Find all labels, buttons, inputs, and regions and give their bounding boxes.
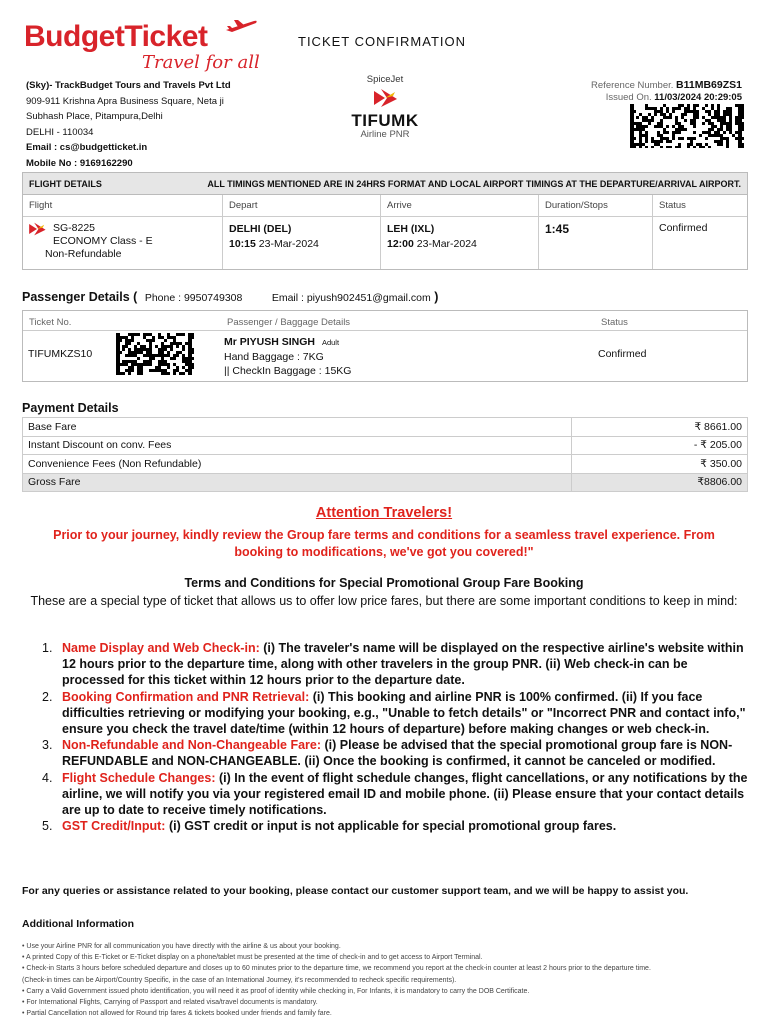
payment-label: Base Fare: [23, 418, 572, 437]
additional-info-title: Additional Information: [22, 918, 134, 930]
note-item: (Check-in times can be Airport/Country Specific, in the case of an International Journey, it's recommended to recheck specific requirements).: [22, 976, 457, 984]
checkin-baggage: || CheckIn Baggage : 15KG: [224, 365, 352, 377]
budgetticket-logo: [24, 18, 264, 78]
payment-amount: ₹ 8661.00: [572, 418, 748, 437]
issued-label: Issued On.: [605, 92, 652, 103]
reference-number: B11MB69ZS1: [676, 79, 742, 91]
ticket-number: TIFUMKZS10: [28, 348, 93, 360]
support-contact-note: For any queries or assistance related to your booking, please contact our customer support team, and we will be happy to assist you.: [22, 885, 689, 897]
arrive-cell: [381, 217, 539, 269]
arrive-time: 12:00: [387, 238, 414, 250]
terms-item-text: (i) This booking and airline PNR is 100% confirmed. (ii) If you face difficulties retrieving or modifying your booking, e.g., "Unable to fetch details" or "Incorrect PNR and contact info," ensure you check the travel date/time (within 12 hours of departure) before making changes or web check-in.: [62, 689, 746, 737]
col-passenger: Passenger / Baggage Details: [227, 317, 351, 328]
terms-item: [42, 818, 750, 834]
payment-label: Convenience Fees (Non Refundable): [23, 455, 572, 474]
terms-intro: These are a special type of ticket that allows us to offer low price fares, but there are some important conditions to keep in mind:: [30, 594, 738, 608]
terms-item-text: (i) GST credit or input is not applicable for special promotional group fares.: [165, 819, 617, 834]
terms-item-heading: Name Display and Web Check-in:: [62, 641, 260, 655]
terms-item-number: 1.: [42, 641, 53, 655]
reference-block: [591, 79, 742, 104]
passenger-type: Adult: [321, 338, 340, 347]
company-address-line1: 909-911 Krishna Apra Business Square, Neta ji: [26, 95, 224, 107]
gross-fare-amount: ₹8806.00: [572, 473, 748, 492]
company-email[interactable]: Email : cs@budgetticket.in: [26, 142, 148, 153]
passenger-info: [224, 335, 351, 378]
note-item: • Use your Airline PNR for all communication you have directly with the airline & us about your booking.: [22, 943, 341, 950]
logo-wordmark: BudgetTicket: [24, 20, 208, 53]
depart-time: 10:15: [229, 238, 256, 250]
terms-item: [42, 737, 750, 769]
company-address-line3: DELHI - 110034: [26, 126, 94, 138]
airline-block: [330, 74, 440, 140]
passenger-details-title: [22, 290, 438, 304]
depart-city: DELHI (DEL): [229, 223, 292, 235]
attention-title: Attention Travelers!: [315, 505, 453, 521]
flight-number: SG-8225: [53, 222, 96, 234]
flight-cell: [23, 217, 223, 269]
terms-item-number: 4.: [42, 770, 53, 785]
airplane-icon: [224, 18, 258, 34]
col-depart: Depart: [223, 195, 381, 216]
payment-amount: ₹ 350.00: [572, 455, 748, 474]
flight-details-table: [22, 172, 748, 270]
company-name: (Sky)- TrackBudget Tours and Travels Pvt Ltd: [26, 80, 231, 91]
reference-label: Reference Number.: [591, 80, 674, 91]
logo-tagline: Travel for all: [142, 52, 260, 73]
terms-item-heading: Non-Refundable and Non-Changeable Fare:: [62, 738, 322, 753]
terms-item-number: 3.: [42, 738, 53, 753]
gross-fare-label: Gross Fare: [23, 473, 572, 492]
spicejet-logo-icon: [27, 221, 47, 237]
passenger-title-text: Passenger Details (: [22, 290, 138, 304]
arrive-date: 23-Mar-2024: [416, 238, 477, 250]
payment-table: [22, 417, 748, 492]
terms-item-heading: Booking Confirmation and PNR Retrieval:: [62, 689, 310, 704]
terms-item-text: (i) In the event of flight schedule changes, flight cancellations, or any notifications by the airline, we will notify you via your registered email ID and mobile phone. (ii) Please ensure that your contact details are up to date to receive timely notifications.: [62, 770, 748, 818]
payment-label: Instant Discount on conv. Fees: [23, 436, 572, 455]
airline-name: SpiceJet: [366, 74, 404, 85]
note-item: • Carry a Valid Government issued photo identification, you will need it as proof of identity while checking in, For Infants, it is mandatory to carry the DOB Certificate.: [22, 987, 530, 995]
flight-details-header: [23, 173, 747, 195]
col-pass-status: Status: [601, 317, 628, 328]
terms-title: Terms and Conditions for Special Promotional Group Fare Booking: [184, 576, 584, 590]
flight-details-title: FLIGHT DETAILS: [29, 178, 102, 189]
fare-type: Non-Refundable: [45, 248, 122, 260]
airline-pnr: TIFUMK: [351, 111, 419, 130]
col-status: Status: [659, 200, 686, 211]
timings-note: ALL TIMINGS MENTIONED ARE IN 24HRS FORMAT AND LOCAL AIRPORT TIMINGS AT THE DEPARTURE/ARRIVAL AIRPORT.: [207, 178, 741, 189]
passenger-email: Email : piyush902451@gmail.com: [271, 292, 431, 304]
company-info: [26, 78, 286, 171]
depart-cell: [223, 217, 381, 269]
flight-class: ECONOMY Class - E: [53, 235, 153, 247]
hand-baggage: Hand Baggage : 7KG: [224, 351, 324, 363]
terms-item: [42, 689, 750, 738]
flight-row: [23, 217, 747, 269]
terms-item-text: (i) The traveler's name will be displayed on the respective airline's website within 12 hours prior to the departure time, along with other travelers in the group PNR. (ii) Web check-in can be processed for this ticket within 12 hours prior to the departure date.: [62, 641, 744, 688]
arrive-city: LEH (IXL): [387, 223, 435, 235]
company-address-line2: Subhash Place, Pitampura,Delhi: [26, 111, 163, 122]
duration-cell: [539, 217, 653, 269]
flight-columns: [23, 195, 747, 217]
terms-item-number: 5.: [42, 819, 53, 834]
note-item: • A printed Copy of this E-Ticket or E-Ticket display on a phone/tablet must be presented at the time of check-in and to get access to Airport Terminal.: [22, 954, 483, 962]
col-arrive: Arrive: [381, 195, 539, 216]
depart-date: 23-Mar-2024: [258, 238, 319, 250]
payment-amount: - ₹ 205.00: [572, 436, 748, 455]
passenger-status: Confirmed: [598, 348, 647, 360]
status-cell: [653, 217, 747, 269]
note-item: • Partial Cancellation not allowed for Round trip fares & tickets booked under friends and family fare.: [22, 1010, 332, 1018]
col-flight: Flight: [23, 195, 223, 216]
payment-row: [23, 436, 748, 455]
company-mobile: Mobile No : 9169162290: [26, 157, 133, 169]
terms-item-text: (i) Please be advised that the special promotional group fare is NON-REFUNDABLE and NON-CHANGEABLE. (ii) Once the booking is confirmed, it cannot be canceled or modified.: [62, 738, 733, 769]
additional-info-notes: [22, 941, 752, 1019]
qr-code-icon: [116, 333, 194, 375]
passenger-columns: [23, 311, 747, 331]
terms-item: [42, 770, 750, 819]
flight-status: Confirmed: [659, 222, 708, 234]
document-title: TICKET CONFIRMATION: [298, 34, 467, 49]
payment-row: [23, 418, 748, 437]
col-duration: Duration/Stops: [539, 195, 653, 216]
terms-list: [42, 640, 750, 834]
attention-text: Prior to your journey, kindly review the Group fare terms and conditions for a seamless travel experience. From booking to modifications, we've got you covered!": [53, 528, 715, 559]
spicejet-logo-icon: [371, 87, 399, 109]
passenger-phone: Phone : 9950749308: [144, 292, 243, 304]
note-item: • Check-in Starts 3 hours before scheduled departure and closes up to 60 minutes prior to the departure time, we recommend you report at the check-in counter at least 2 hours prior to the departure time.: [22, 965, 651, 973]
gross-fare-row: [23, 473, 748, 492]
airline-pnr-label: Airline PNR: [360, 129, 410, 140]
payment-row: [23, 455, 748, 474]
payment-details-title: Payment Details: [22, 401, 119, 415]
duration: 1:45: [545, 222, 570, 236]
passenger-name: Mr PIYUSH SINGH: [224, 336, 316, 348]
issued-date: 11/03/2024 20:29:05: [654, 92, 742, 103]
terms-item-heading: GST Credit/Input:: [62, 819, 166, 834]
terms-item: [42, 640, 750, 689]
barcode-icon: [630, 104, 744, 148]
terms-item-number: 2.: [42, 689, 53, 704]
passenger-title-close: ): [434, 290, 439, 304]
terms-item-heading: Flight Schedule Changes:: [62, 770, 216, 785]
col-ticket-no: Ticket No.: [29, 317, 72, 328]
note-item: • For International Flights, Carrying of Passport and related visa/travel documents is mandatory.: [22, 999, 318, 1007]
